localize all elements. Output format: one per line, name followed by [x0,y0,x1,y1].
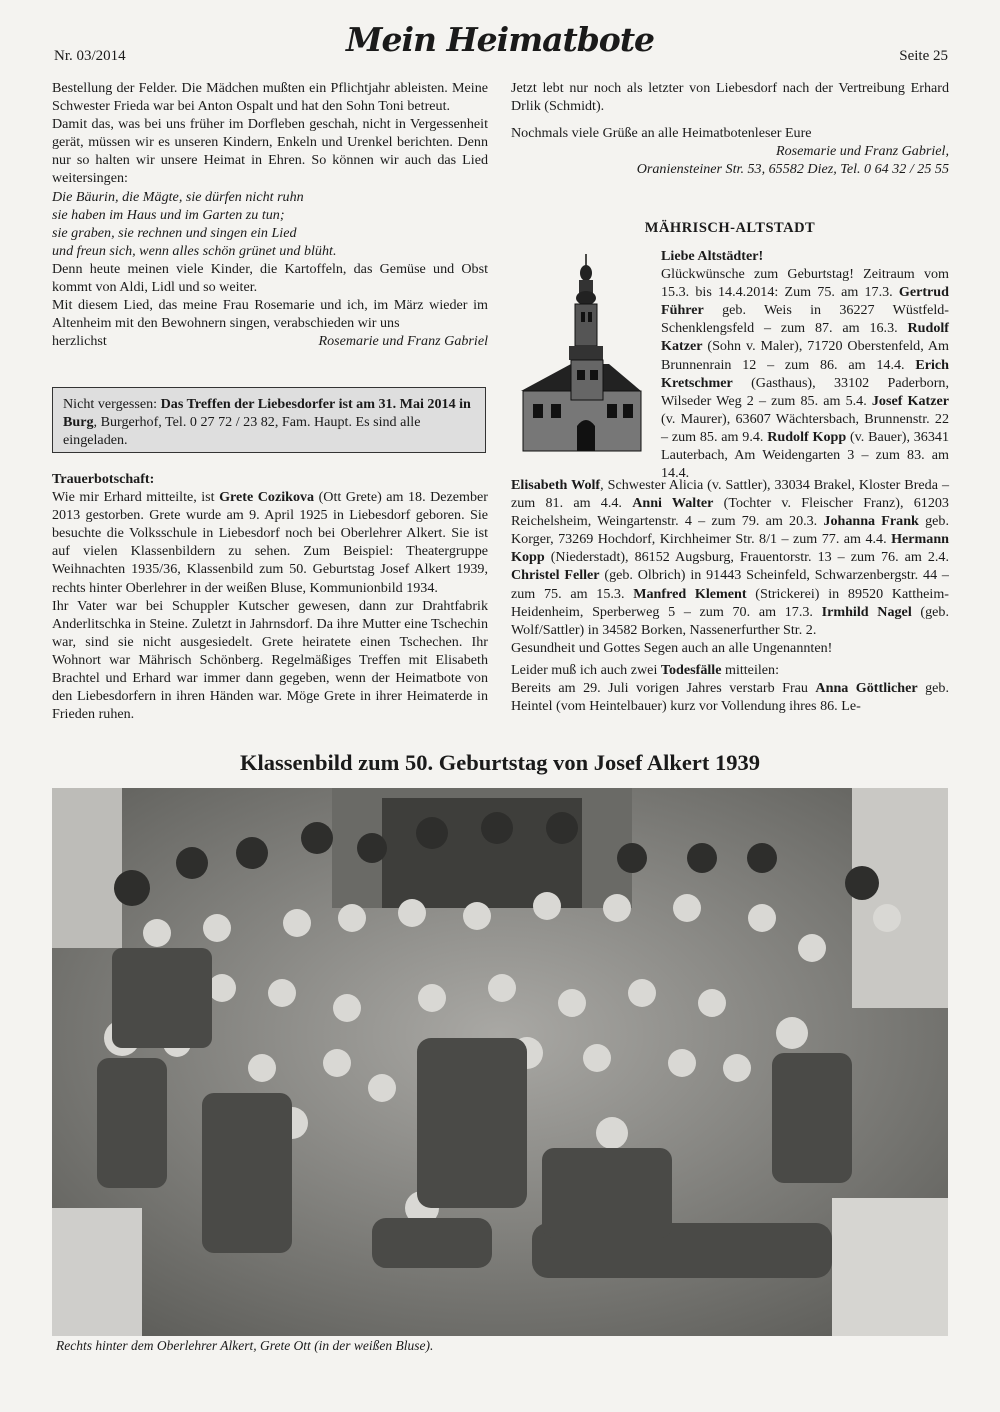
photo-title: Klassenbild zum 50. Geburtstag von Josef Alkert 1939 [239,750,761,775]
town-hall-illustration [511,246,653,461]
page-number: Seite 25 [899,48,948,64]
paragraph: Jetzt lebt nur noch als letzter von Liebesdorf nach der Vertreibung Erhard Drlik (Schmidt). [511,80,949,115]
paragraph: Denn heute meinen viele Kinder, die Kartoffeln, das Gemüse und Obst kommt von Aldi, Lidl und so weiter. [52,260,488,296]
closing: herzlichst [52,333,107,350]
paragraph: Nochmals viele Grüße an alle Heimatbotenleser Eure [511,125,812,142]
notice-box: Nicht vergessen: Das Treffen der Liebesdorfer ist am 31. Mai 2014 in Burg, Burgerhof, Tel. 0 27 72 / 23 82, Fam. Haupt. Es sind alle eingeladen. [52,387,486,453]
class-photo [52,788,948,1336]
right-column-top [511,79,949,178]
verse-line: sie haben im Haus und im Garten zu tun; [52,206,285,223]
paragraph: Mit diesem Lied, das meine Frau Rosemarie und ich, im März wieder im Altenheim mit den Bewohnern singen, verabschieden wir uns [52,297,488,332]
mourning-section [52,470,488,723]
paragraph: Wie mir Erhard mitteilte, ist Grete Cozikova (Ott Grete) am 18. Dezember 2013 gestorben. Grete wurde am 9. April 1925 in Liebesdorf geboren. Sie besuchte die Volksschule in Liebesdorf noch bei Oberlehrer Alkert. Sie ist auf vielen Klassenbildern zu sehen. Zum Beispiel: Theatergruppe Weihnachten 1935/36, Klassenbild zum 50. Geburtstag Josef Alkert 1939, rechts hinter Oberlehrer in der weißen Bluse, Kommunionbild 1934. [52,489,488,596]
left-column [52,79,488,350]
greeting-heading: Liebe Altstädter! [661,248,764,264]
signature-line [52,332,488,350]
notice-highlight: Das Treffen der Liebesdorfer ist am 31. Mai 2014 in Burg [63,396,471,431]
paragraph: Gesundheit und Gottes Segen auch an alle Ungenannten! [511,639,833,656]
issue-number: Nr. 03/2014 [54,48,126,64]
section-title: MÄHRISCH-ALTSTADT [644,220,816,236]
verse-line: und freun sich, wenn alles schön grünet und blüht. [52,242,337,259]
mourning-title: Trauerbotschaft: [52,471,155,487]
photo-caption: Rechts hinter dem Oberlehrer Alkert, Grete Ott (in der weißen Bluse). [56,1338,434,1353]
paragraph: Bestellung der Felder. Die Mädchen mußten ein Pflichtjahr ableisten. Meine Schwester Frieda war bei Anton Ospalt und hat den Sohn Toni betreut. [52,80,488,115]
right-column-bottom: Elisabeth Wolf, Schwester Alicia (v. Sattler), 33034 Brakel, Kloster Breda – zum 81. am 4.4. Anni Walter (Tochter v. Fleischer Franz), 61203 Reichelsheim, Weingartenstr. 4 – zum 79. am 20.3. Johanna Frank geb. Korger, 73269 Hochdorf, Kirchheimer Str. 8/1 – zum 77. am 4.4. Hermann Kopp (Niederstadt), 86152 Augsburg, Frauentorstr. 13 – zum 76. am 2.4. Christel Feller (geb. Olbrich) in 91443 Scheinfeld, Schwarzenbergstr. 44 – zum 75. am 15.3. Manfred Klement (Strickerei) in 89520 Kattheim-Heidenheim, Sperberweg 5 – zum 70. am 17.3. Irmhild Nagel (geb. Wolf/Sattler) in 34582 Borken, Nassenerfurther Str. 2. Gesundheit und Gottes Segen auch an alle Ungenannten! Leider muß ich auch zwei Todesfälle mitteilen: Bereits am 29. Juli vorigen Jahres verstarb Frau Anna Göttlicher geb. Heintel (vom Heintelbauer) kurz vor Vollendung ihres 86. Le- [511,477,949,715]
verse-line: Die Bäurin, die Mägte, sie dürfen nicht ruhn [52,188,304,205]
paragraph: Damit das, was bei uns früher im Dorfleben geschah, nicht in Vergessenheit gerät, müssen wir es unseren Kindern, Enkeln und Urenkel berichten. Denn nur so halten wir unsere Heimat in Ehren. So können wir auch das Lied weitersingen: [52,116,488,187]
signature: Rosemarie und Franz Gabriel, [775,143,949,160]
paragraph: Ihr Vater war bei Schuppler Kutscher gewesen, dann zur Drahtfabrik Anderlitschka in Steine. Zuletzt in Jahrnsdorf. Da ihre Mutter eine Tschechin war, sind sie nicht ausgesiedelt. Grete heiratete einen Tschechen. Ihr Wohnort war Mährisch Schönberg. Regelmäßiges Treffen mit Elisabeth Brachtel und Erhard war immer dann gegeben, wenn der Heimatbote von den Liebesdorfern in ihren Händen war. Möge Grete in ihrer Heimaterde in Frieden ruhen. [52,597,488,723]
signature: Rosemarie und Franz Gabriel [318,333,488,350]
address: Oraniensteiner Str. 53, 65582 Diez, Tel. 0 64 32 / 25 55 [636,161,949,178]
birthday-greetings: Liebe Altstädter! Glückwünsche zum Geburtstag! Zeitraum vom 15.3. bis 14.4.2014: Zum 75. am 17.3. Gertrud Führer geb. Weis in 36227 Wüstfeld-Schenklengsfeld – zum 87. am 16.3. Rudolf Katzer (Sohn v. Maler), 71720 Oberstenfeld, Am Brunnenrain 12 – zum 86. am 14.4. Erich Kretschmer (Gasthaus), 33102 Paderborn, Wilseder Weg 2 – zum 85. am 5.4. Josef Katzer (v. Maurer), 63607 Wächtersbach, Brunnenstr. 22 – zum 85. am 9.4. Rudolf Kopp (v. Bauer), 36341 Lauterbach, Am Weidengarten 3 – zum 83. am 14.4. [661,248,949,482]
verse-line: sie graben, sie rechnen und singen ein Lied [52,224,297,241]
masthead-logo: Mein Heimatbote [345,20,655,59]
